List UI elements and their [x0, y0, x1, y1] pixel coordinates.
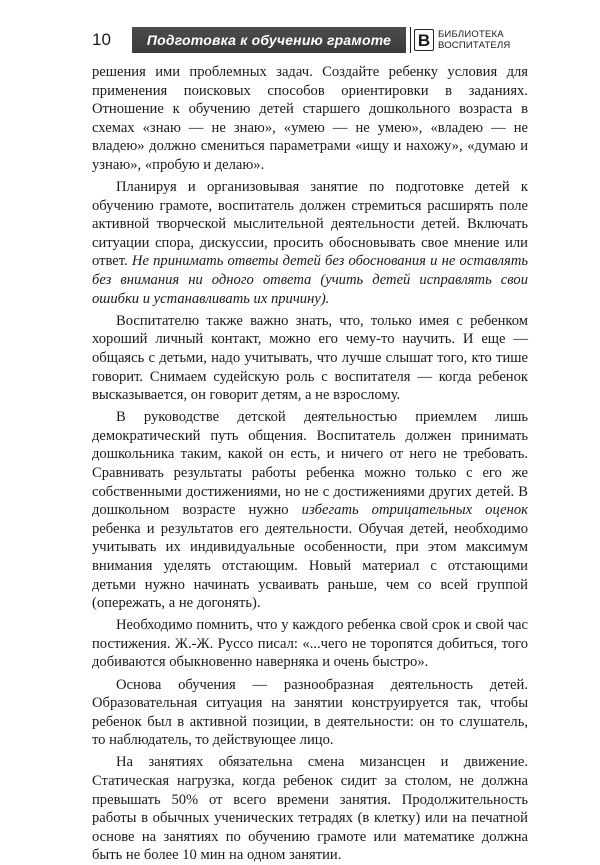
- running-title-bar: [132, 27, 406, 53]
- page-header: [92, 27, 530, 53]
- paragraph-6: [92, 676, 528, 750]
- series-name: [438, 29, 510, 51]
- paragraph-6-text: Основа обучения — разнообразная деятельность детей. Образовательная ситуация на занятии конструируется так, чтобы ребенок был в активной позиции, в деятельности: он то слушатель, то наблюдатель, то действующее лицо.: [92, 676, 528, 749]
- paragraph-2-italic: Не принимать ответы детей без обоснования и не оставлять без внимания ни одного ответа (учить детей исправлять свои ошибки и устанавливать их причину).: [92, 253, 528, 307]
- paragraph-7: [92, 753, 528, 865]
- series-name-line1: БИБЛИОТЕКА: [438, 29, 504, 40]
- series-name-line2: ВОСПИТАТЕЛЯ: [438, 40, 511, 51]
- paragraph-4-text-b: ребенка и результатов его деятельности. Обучая детей, необходимо учитывать их индивидуальные особенности, при этом максимум внимания уделять отстающим. Новый материал с отстающими детьми нужно начинать усваивать раньше, чем со всей группой (опережать, а не догонять).: [92, 520, 528, 612]
- paragraph-5-text: Необходимо помнить, что у каждого ребенка свой срок и свой час постижения. Ж.-Ж. Руссо писал: «...чего не торопятся добиться, того добиваются обыкновенно наверняка и очень быстро».: [92, 617, 528, 671]
- running-title: Подготовка к обучению грамоте: [146, 32, 392, 48]
- paragraph-7-text: На занятиях обязательна смена мизансцен и движение. Статическая нагрузка, когда ребенок сидит за столом, не должна превышать 50% от всего времени занятия. Продолжительность работы в обычных ученических тетрадях (в клетку) или на печатной основе на занятиях по обучению грамоте или математике должна быть не более 10 мин на одном занятии.: [92, 754, 528, 864]
- paragraph-1-text: решения ими проблемных задач. Создайте ребенку условия для применения поисковых способов ориентировки в заданиях. Отношение к обучению детей старшего дошкольного возраста в схемах «знаю — не знаю», «умею — не умею», «владею — не владею» должно смениться параметрами «ищу и нахожу», «думаю и узнаю», «пробую и делаю».: [92, 64, 528, 173]
- series-brand: [410, 27, 530, 53]
- paragraph-2: [92, 178, 528, 308]
- paragraph-5: [92, 616, 528, 672]
- body-text: [92, 63, 528, 865]
- paragraph-3: [92, 312, 528, 405]
- series-logo-icon: В: [414, 29, 434, 51]
- paragraph-4-italic: избегать отрицательных оценок: [301, 502, 528, 519]
- paragraph-4: [92, 408, 528, 613]
- paragraph-4-text-a: В руководстве детской деятельностью приемлем лишь демократический путь общения. Воспитатель должен принимать дошкольника таким, какой он есть, и ничего от него не требовать. Сравнивать результаты работы ребенка можно только с его же собственными достижениями, но не с достижениями других детей. В дошкольном возрасте нужно: [92, 409, 528, 519]
- paragraph-1: [92, 63, 528, 175]
- paragraph-3-text: Воспитателю также важно знать, что, только имея с ребенком хороший личный контакт, можно его чему-то научить. И еще — общаясь с детьми, надо учитывать, что лучше слышат того, кто тише говорит. Снимаем судейскую роль с воспитателя — когда ребенок высказывается, он говорит детям, а не взрослому.: [92, 312, 528, 404]
- paragraph-2-text: Планируя и организовывая занятие по подготовке детей к обучению грамоте, воспитатель должен стремиться расширять поле активной творческой мыслительной деятельности детей. Включать ситуации спора, дискуссии, просить обосновывать свое мнение или ответ.: [92, 179, 528, 270]
- page-number: 10: [92, 30, 111, 49]
